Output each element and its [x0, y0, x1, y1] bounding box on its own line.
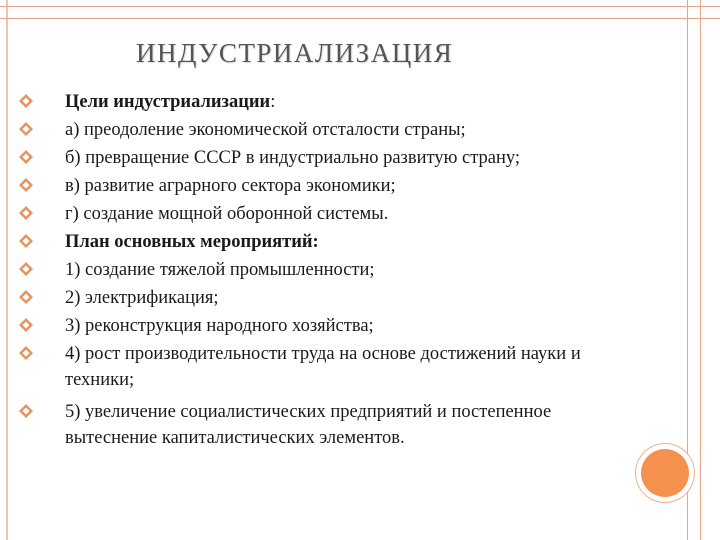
list-item: [18, 117, 618, 143]
hollow-diamond-bullet-icon: [18, 233, 34, 249]
list-item-text: г) создание мощной оборонной системы.: [65, 204, 389, 224]
list-item: [18, 229, 618, 255]
list-item-text: 2) электрификация;: [65, 288, 219, 308]
list-item-text: 1) создание тяжелой промышленности;: [65, 260, 375, 280]
list-item: [18, 341, 618, 393]
hollow-diamond-bullet-icon: [18, 261, 34, 277]
list-item: [18, 145, 618, 171]
hollow-diamond-bullet-icon: [18, 403, 34, 419]
hollow-diamond-bullet-icon: [18, 205, 34, 221]
hollow-diamond-bullet-icon: [18, 317, 34, 333]
frame-top-double-line: [0, 6, 720, 20]
bullet-list: [18, 89, 618, 457]
list-item-text: 3) реконструкция народного хозяйства;: [65, 316, 374, 336]
hollow-diamond-bullet-icon: [18, 121, 34, 137]
decorative-circle: [641, 449, 689, 497]
list-item: [18, 285, 618, 311]
list-item-suffix: :: [270, 92, 276, 112]
hollow-diamond-bullet-icon: [18, 289, 34, 305]
list-item-text: б) превращение СССР в индустриально развитую страну;: [65, 148, 521, 168]
list-item: [18, 257, 618, 283]
frame-right-double-line: [687, 0, 701, 540]
list-item: [18, 89, 618, 115]
list-item-text: а) преодоление экономической отсталости страны;: [65, 120, 466, 140]
list-item: [18, 201, 618, 227]
frame-left-line: [6, 0, 8, 540]
hollow-diamond-bullet-icon: [18, 345, 34, 361]
list-item: [18, 173, 618, 199]
slide-title: ИНДУСТРИАЛИЗАЦИЯ: [136, 38, 454, 68]
list-item: [18, 313, 618, 339]
list-item: [18, 399, 618, 451]
hollow-diamond-bullet-icon: [18, 149, 34, 165]
list-item-text: в) развитие аграрного сектора экономики;: [65, 176, 396, 196]
list-item-text: 5) увеличение социалистических предприятий и постепенное вытеснение капиталистических элементов.: [65, 402, 552, 448]
list-item-text: План основных мероприятий:: [65, 232, 319, 252]
list-item-text: Цели индустриализации: [65, 92, 271, 112]
hollow-diamond-bullet-icon: [18, 93, 34, 109]
list-item-text: 4) рост производительности труда на основе достижений науки и техники;: [65, 344, 581, 390]
hollow-diamond-bullet-icon: [18, 177, 34, 193]
